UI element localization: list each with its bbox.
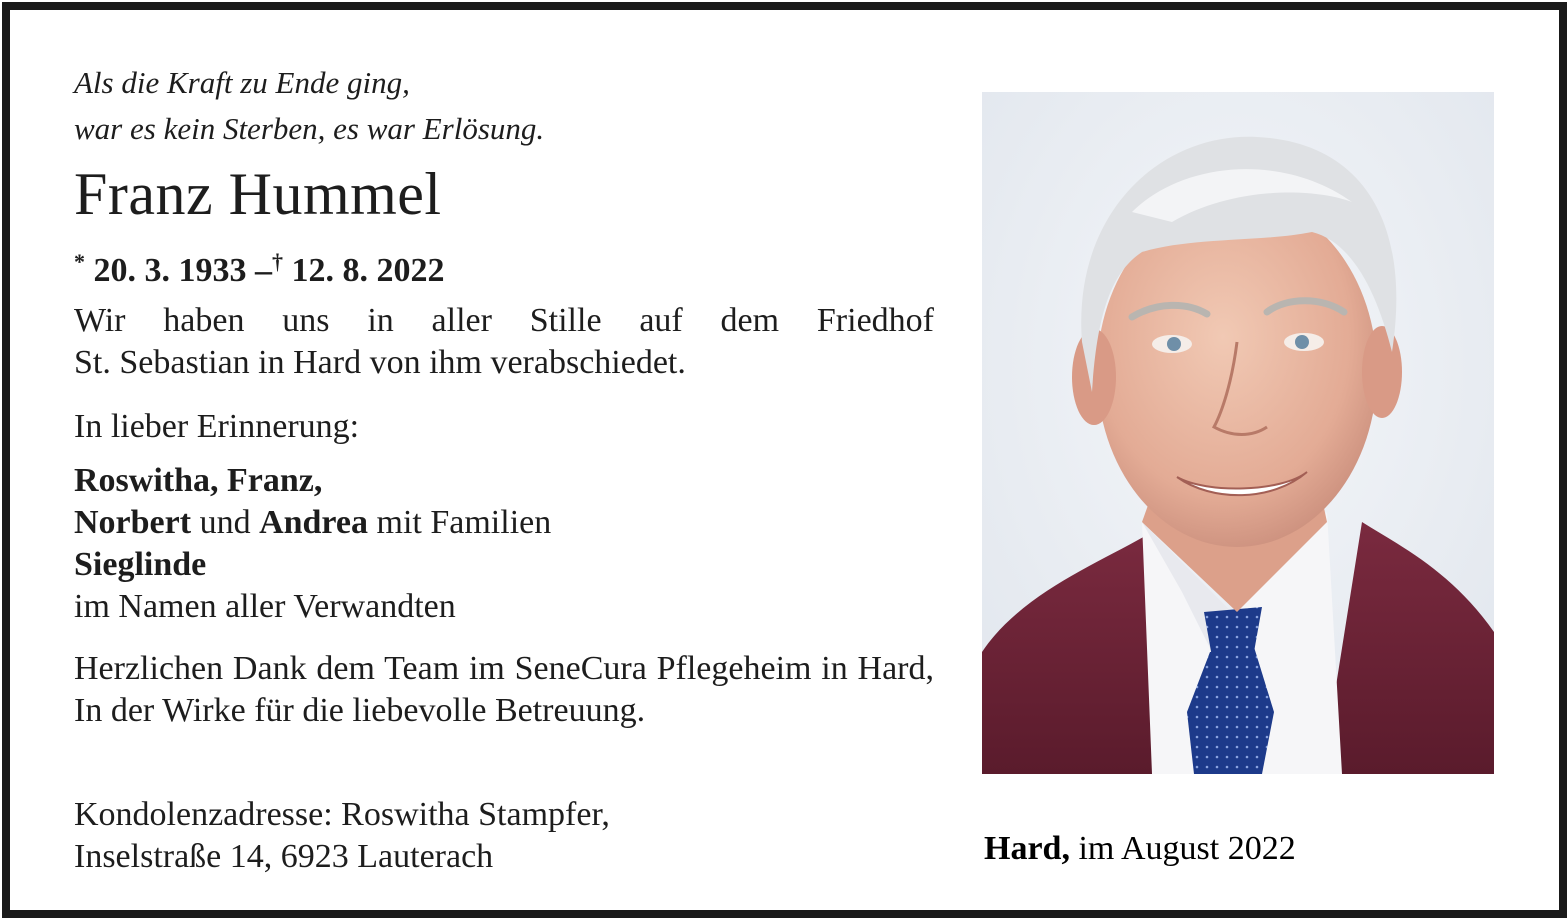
- family-list: [74, 460, 934, 628]
- notice-date: im August 2022: [1069, 830, 1296, 867]
- birth-symbol: *: [74, 249, 85, 274]
- condolence-line-1: Kondolenzadresse: Roswitha Stampfer,: [74, 796, 610, 833]
- family-line-4: im Namen aller Verwandten: [74, 588, 456, 625]
- family-suffix: mit Familien: [368, 504, 552, 541]
- birth-date: 20. 3. 1933: [93, 252, 247, 289]
- family-name-sieglinde: Sieglinde: [74, 546, 207, 583]
- condolence-line-2: Inselstraße 14, 6923 Lauterach: [74, 838, 494, 875]
- family-name-norbert: Norbert: [74, 504, 192, 541]
- death-date: 12. 8. 2022: [291, 252, 445, 289]
- farewell-line-1: Wir haben uns in aller Stille auf dem Friedhof: [74, 302, 934, 339]
- life-dates: [74, 242, 445, 291]
- motto-line-2: war es kein Sterben, es war Erlösung.: [74, 111, 545, 146]
- death-symbol: †: [272, 249, 283, 274]
- place-and-date: [984, 828, 1296, 870]
- condolence-address: [74, 794, 934, 878]
- thanks-paragraph: Herzlichen Dank dem Team im SeneCura Pflegeheim in Hard, In der Wirke für die liebevolle Betreuung.: [74, 650, 934, 729]
- deceased-name: Franz Hummel: [74, 161, 442, 227]
- family-line-3: [74, 544, 934, 586]
- motto-line-1: Als die Kraft zu Ende ging,: [74, 65, 410, 100]
- family-line-2: [74, 502, 934, 544]
- family-connector: und: [191, 504, 260, 541]
- date-separator: –: [255, 252, 272, 289]
- family-name-andrea: Andrea: [259, 504, 369, 541]
- memory-intro: In lieber Erinnerung:: [74, 408, 360, 445]
- family-line-1: [74, 460, 934, 502]
- place-name: Hard,: [984, 830, 1070, 867]
- portrait-photo: [982, 92, 1494, 774]
- motto-quote: [74, 60, 714, 152]
- obituary-notice: [2, 2, 1567, 918]
- family-names-1: Roswitha, Franz,: [74, 462, 323, 499]
- farewell-paragraph: [74, 300, 934, 384]
- farewell-line-2: St. Sebastian in Hard von ihm verabschiedet.: [74, 344, 686, 381]
- portrait-illustration: [982, 92, 1494, 774]
